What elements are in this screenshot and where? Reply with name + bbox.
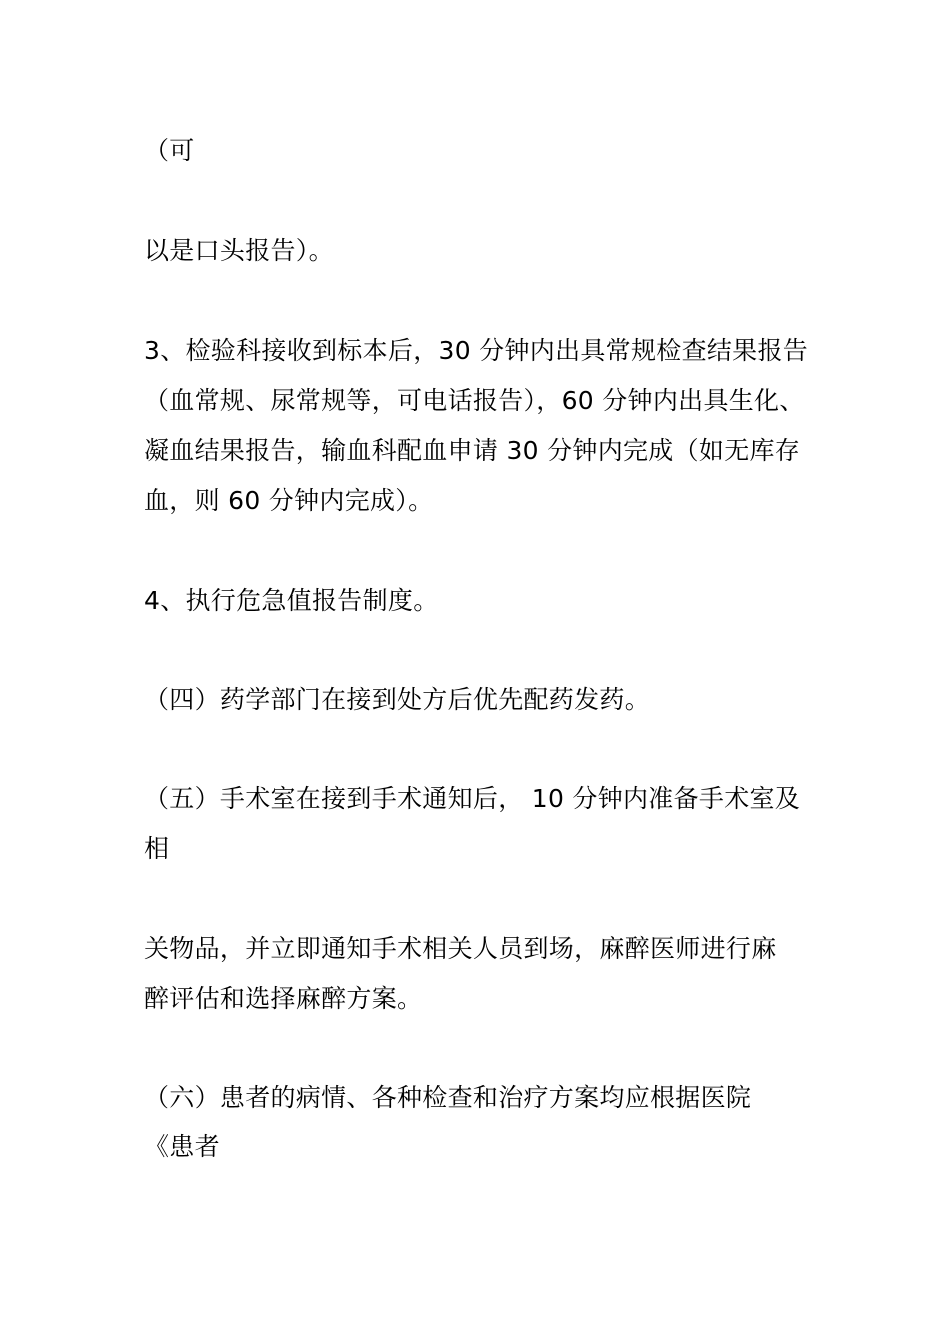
text-line-14: 《患者 (144, 1132, 220, 1161)
text-line-12: 醉评估和选择麻醉方案。 (144, 984, 423, 1013)
text-line-8: （四）药学部门在接到处方后优先配药发药。 (144, 685, 651, 714)
text-line-5: 凝血结果报告，输血科配血申请 30 分钟内完成（如无库存 (144, 436, 801, 465)
text-line-6: 血，则 60 分钟内完成）。 (144, 486, 434, 515)
text-line-9: （五）手术室在接到手术通知后， 10 分钟内准备手术室及 (144, 784, 801, 813)
text-line-4: （血常规、尿常规等，可电话报告），60 分钟内出具生化、 (144, 386, 805, 415)
text-line-1: （可 (144, 136, 195, 165)
text-line-10: 相 (144, 834, 170, 863)
text-line-11: 关物品，并立即通知手术相关人员到场，麻醉医师进行麻 (144, 934, 777, 963)
text-line-3: 3、检验科接收到标本后，30 分钟内出具常规检查结果报告 (144, 336, 809, 365)
text-line-2: 以是口头报告）。 (144, 236, 334, 265)
text-line-13: （六）患者的病情、各种检查和治疗方案均应根据医院 (144, 1083, 752, 1112)
text-line-7: 4、执行危急值报告制度。 (144, 586, 439, 615)
